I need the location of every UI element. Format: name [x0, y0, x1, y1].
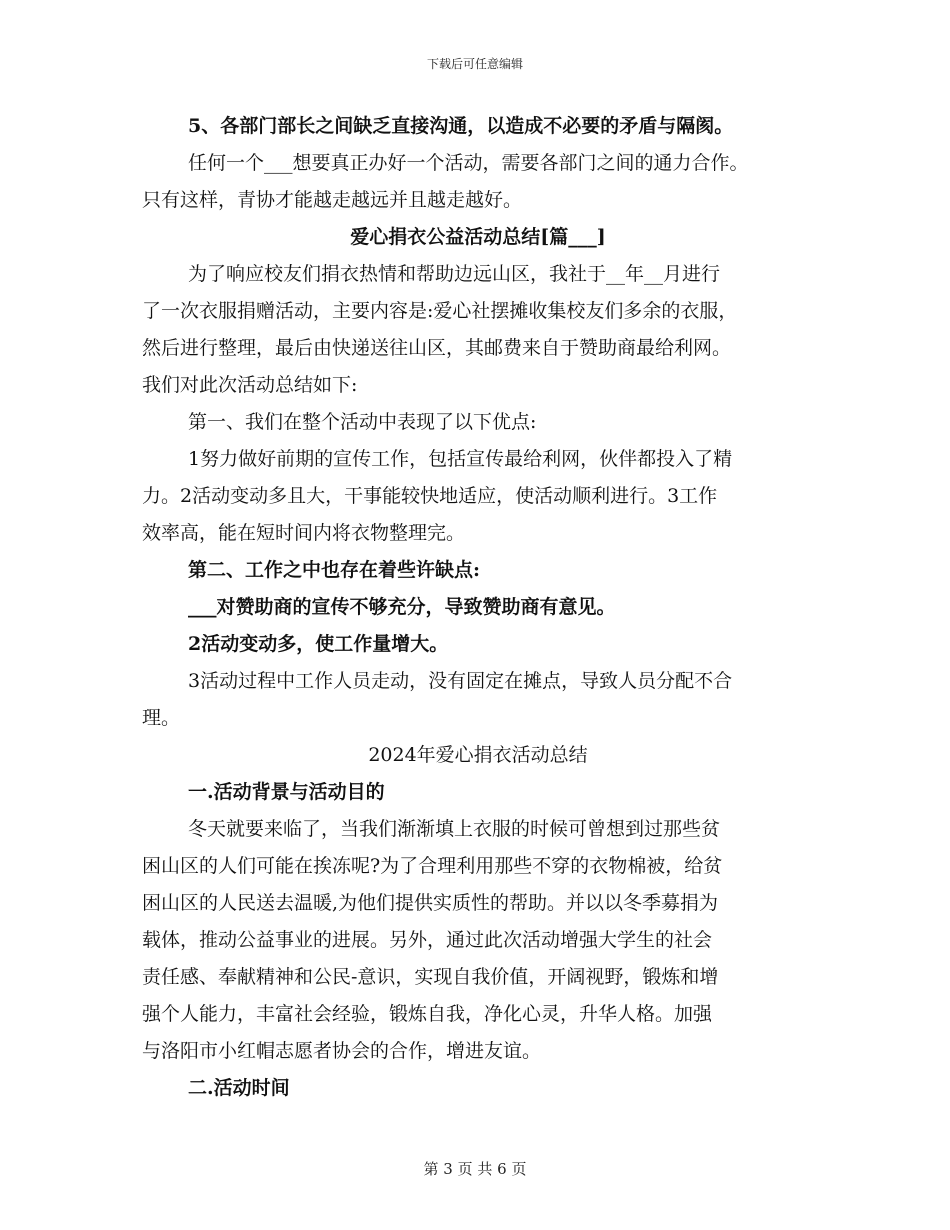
paragraph-line: 了一次衣服捐赠活动，主要内容是:爱心社摆摊收集校友们多余的衣服， [142, 300, 738, 322]
paragraph-line: 与洛阳市小红帽志愿者协会的合作，增进友谊。 [142, 1040, 542, 1062]
paragraph-line: 然后进行整理，最后由快递送往山区，其邮费来自于赞助商最给利网。 [142, 337, 732, 359]
paragraph-line: 5、各部门部长之间缺乏直接沟通，以造成不必要的矛盾与隔阂。 [188, 115, 734, 137]
page-header: 下载后可任意编辑 [426, 57, 523, 71]
page-footer: 第 3 页 共 6 页 [423, 1160, 527, 1178]
document-body [142, 108, 814, 1107]
paragraph-line: 1努力做好前期的宣传工作，包括宣传最给利网，伙伴都投入了精 [188, 448, 733, 470]
subsection-heading: 一.活动背景与活动目的 [188, 781, 385, 803]
paragraph-line: 2活动变动多，使工作量增大。 [188, 633, 449, 655]
paragraph-line: 困山区的人们可能在挨冻呢?为了合理利用那些不穿的衣物棉被，给贫 [142, 855, 723, 877]
paragraph-line: 理。 [142, 707, 181, 729]
paragraph-line: 只有这样，青协才能越走越远并且越走越好。 [142, 189, 523, 211]
paragraph-line: 任何一个___想要真正办好一个活动，需要各部门之间的通力合作。 [188, 152, 749, 174]
section-title: 爱心捐衣公益活动总结[篇___] [350, 226, 606, 248]
paragraph-line: 责任感、奉献精神和公民-意识，实现自我价值，开阔视野，锻炼和增 [142, 966, 719, 988]
paragraph-line: 3活动过程中工作人员走动，没有固定在摊点，导致人员分配不合 [188, 670, 733, 692]
paragraph-line: 效率高，能在短时间内将衣物整理完。 [142, 522, 466, 544]
paragraph-line: 第一、我们在整个活动中表现了以下优点: [188, 411, 537, 433]
paragraph-line: 冬天就要来临了，当我们渐渐填上衣服的时候可曾想到过那些贫 [188, 818, 721, 840]
paragraph-line: 力。2活动变动多且大，干事能较快地适应，使活动顺利进行。3工作 [142, 485, 718, 507]
paragraph-line: 第二、工作之中也存在着些许缺点: [188, 559, 481, 581]
paragraph-line: 困山区的人民送去温暖,为他们提供实质性的帮助。并以以冬季募捐为 [142, 892, 719, 914]
paragraph-line: 强个人能力，丰富社会经验，锻炼自我，净化心灵，升华人格。加强 [142, 1003, 713, 1025]
section-title: 2024年爱心捐衣活动总结 [368, 744, 588, 766]
paragraph-line: 我们对此次活动总结如下: [142, 374, 358, 396]
paragraph-line: 载体，推动公益事业的进展。另外，通过此次活动增强大学生的社会 [142, 929, 713, 951]
subsection-heading: 二.活动时间 [188, 1077, 290, 1099]
paragraph-line: 为了响应校友们捐衣热情和帮助边远山区，我社于__年__月进行 [188, 263, 721, 285]
paragraph-line: ___对赞助商的宣传不够充分，导致赞助商有意见。 [188, 596, 616, 618]
